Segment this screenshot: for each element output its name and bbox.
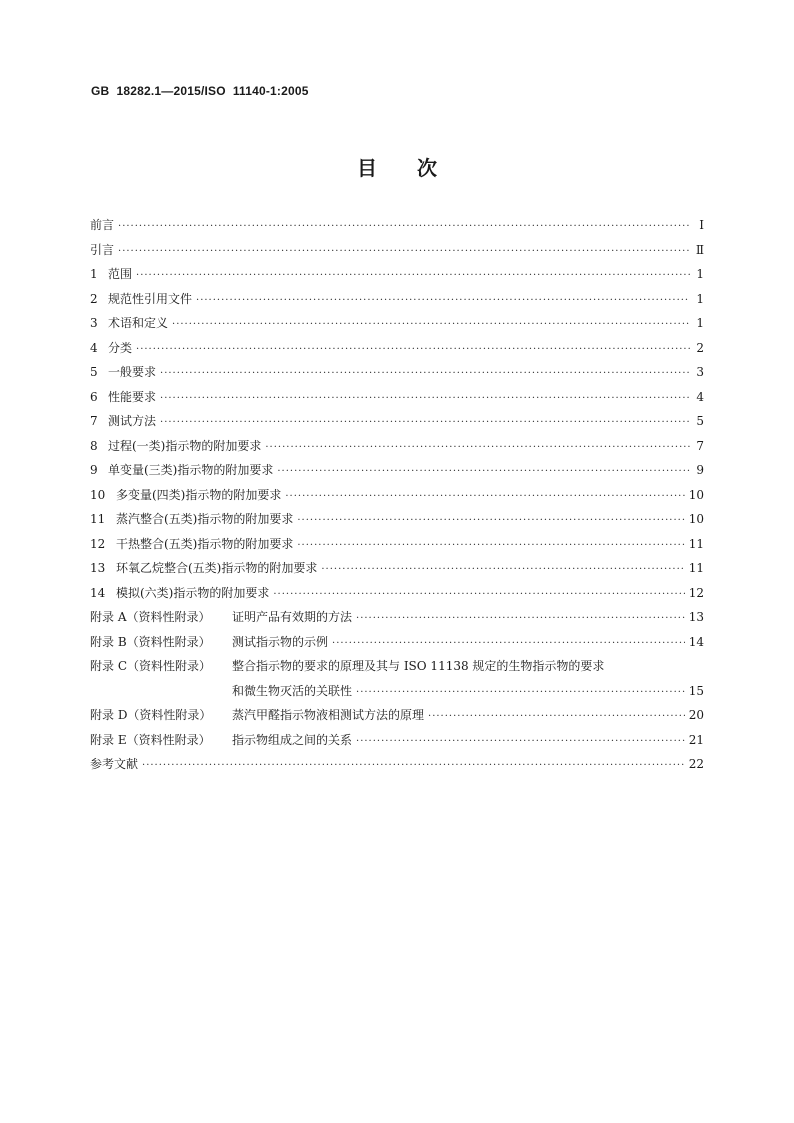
leader-dots xyxy=(428,711,685,722)
toc-entry-page: 1 xyxy=(696,267,704,281)
toc-entry-number: 11 xyxy=(90,512,106,526)
leader-dots xyxy=(142,760,685,771)
annex-tag: 附录 E（资料性附录） xyxy=(90,732,211,747)
leader-dots xyxy=(136,270,690,281)
toc-entry-4[interactable] xyxy=(90,339,704,364)
toc-entry-7[interactable] xyxy=(90,412,704,437)
leader-dots xyxy=(273,589,684,600)
leader-dots xyxy=(160,393,690,404)
toc-entry-annex-d[interactable] xyxy=(90,706,704,731)
toc-entry-number: 12 xyxy=(90,536,106,551)
leader-dots xyxy=(285,491,684,502)
toc-entry-1[interactable] xyxy=(90,265,704,290)
toc-entry-number: 10 xyxy=(90,487,106,502)
toc-entry-annex-a[interactable] xyxy=(90,608,704,633)
leader-dots xyxy=(297,540,684,551)
toc-entry-label: 多变量(四类)指示物的附加要求 xyxy=(116,487,282,502)
toc-entry-label: 术语和定义 xyxy=(108,316,169,330)
annex-title: 指示物组成之间的关系 xyxy=(232,732,353,747)
toc-entry-page: 1 xyxy=(696,291,704,306)
toc-entry-page: Ⅰ xyxy=(699,218,704,232)
toc-entry-annex-c[interactable] xyxy=(90,657,704,682)
leader-dots xyxy=(265,442,690,453)
toc-entry-14[interactable] xyxy=(90,584,704,609)
annex-tag: 附录 D（资料性附录） xyxy=(90,708,212,722)
toc-entry-page: 20 xyxy=(688,708,704,722)
leader-dots xyxy=(160,417,690,428)
leader-dots xyxy=(160,368,690,379)
toc-entry-label: 参考文献 xyxy=(90,757,139,771)
toc-entry-page: 10 xyxy=(688,487,704,502)
toc-entry-10[interactable] xyxy=(90,486,704,511)
leader-dots xyxy=(356,736,685,747)
toc-entry-number: 2 xyxy=(90,291,98,306)
toc-entry-annex-e[interactable] xyxy=(90,731,704,756)
toc-entry-label: 规范性引用文件 xyxy=(108,291,193,306)
toc-entry-number: 4 xyxy=(90,340,98,355)
toc-entry-foreword[interactable] xyxy=(90,216,704,241)
leader-dots xyxy=(196,295,690,306)
toc-entry-number: 6 xyxy=(90,389,98,404)
standard-identifier: GB 18282.1—2015/ISO 11140-1:2005 xyxy=(91,84,309,98)
toc-entry-5[interactable] xyxy=(90,363,704,388)
toc-entry-page: 9 xyxy=(696,463,704,477)
leader-dots xyxy=(356,613,685,624)
toc-entry-number: 1 xyxy=(90,267,98,281)
toc-entry-number: 14 xyxy=(90,585,106,600)
annex-title: 蒸汽甲醛指示物液相测试方法的原理 xyxy=(232,708,425,722)
toc-entry-page: 12 xyxy=(688,585,704,600)
toc-entry-page: 11 xyxy=(688,536,704,551)
toc-entry-page: 15 xyxy=(688,683,704,698)
toc-entry-introduction[interactable] xyxy=(90,241,704,266)
table-of-contents xyxy=(90,216,704,780)
toc-entry-11[interactable] xyxy=(90,510,704,535)
annex-tag: 附录 C（资料性附录） xyxy=(90,659,211,673)
toc-entry-page: 3 xyxy=(696,365,704,379)
toc-entry-8[interactable] xyxy=(90,437,704,462)
toc-entry-label: 分类 xyxy=(108,340,133,355)
toc-entry-page: 11 xyxy=(688,561,704,575)
leader-dots xyxy=(321,564,684,575)
annex-title: 测试指示物的示例 xyxy=(232,634,329,649)
toc-entry-page: 10 xyxy=(688,512,704,526)
toc-entry-label: 范围 xyxy=(108,267,133,281)
toc-entry-page: 13 xyxy=(688,610,704,624)
toc-entry-annex-c-continuation[interactable] xyxy=(90,682,704,707)
toc-entry-label: 环氧乙烷整合(五类)指示物的附加要求 xyxy=(116,561,318,575)
leader-dots xyxy=(172,319,690,330)
toc-entry-label: 单变量(三类)指示物的附加要求 xyxy=(108,463,274,477)
toc-entry-page: 21 xyxy=(688,732,704,747)
toc-entry-page: Ⅱ xyxy=(695,242,704,257)
toc-entry-label: 模拟(六类)指示物的附加要求 xyxy=(116,585,270,600)
toc-entry-6[interactable] xyxy=(90,388,704,413)
toc-entry-number: 5 xyxy=(90,365,98,379)
toc-entry-label: 测试方法 xyxy=(108,414,157,428)
toc-entry-number: 7 xyxy=(90,414,98,428)
annex-title: 整合指示物的要求的原理及其与 ISO 11138 规定的生物指示物的要求 xyxy=(232,659,605,673)
toc-entry-label: 前言 xyxy=(90,218,115,232)
toc-entry-bibliography[interactable] xyxy=(90,755,704,780)
toc-entry-label: 一般要求 xyxy=(108,365,157,379)
toc-entry-label: 蒸汽整合(五类)指示物的附加要求 xyxy=(116,512,294,526)
leader-dots xyxy=(118,246,690,257)
toc-entry-label: 引言 xyxy=(90,242,115,257)
toc-entry-page: 4 xyxy=(696,389,704,404)
toc-entry-label: 过程(一类)指示物的附加要求 xyxy=(108,438,262,453)
leader-dots xyxy=(297,515,684,526)
annex-tag: 附录 B（资料性附录） xyxy=(90,634,211,649)
toc-entry-page: 7 xyxy=(696,438,704,453)
toc-entry-page: 2 xyxy=(696,340,704,355)
toc-entry-page: 22 xyxy=(688,757,704,771)
toc-entry-number: 13 xyxy=(90,561,106,575)
annex-title: 证明产品有效期的方法 xyxy=(232,610,353,624)
toc-entry-label: 干热整合(五类)指示物的附加要求 xyxy=(116,536,294,551)
toc-entry-9[interactable] xyxy=(90,461,704,486)
toc-entry-2[interactable] xyxy=(90,290,704,315)
toc-entry-annex-b[interactable] xyxy=(90,633,704,658)
annex-title-continuation: 和微生物灭活的关联性 xyxy=(232,683,353,698)
leader-dots xyxy=(118,221,690,232)
leader-dots xyxy=(277,466,690,477)
toc-entry-page: 14 xyxy=(688,634,704,649)
leader-dots xyxy=(136,344,690,355)
toc-entry-label: 性能要求 xyxy=(108,389,157,404)
toc-entry-number: 3 xyxy=(90,316,98,330)
toc-entry-number: 9 xyxy=(90,463,98,477)
toc-entry-13[interactable] xyxy=(90,559,704,584)
toc-entry-number: 8 xyxy=(90,438,98,453)
annex-tag: 附录 A（资料性附录） xyxy=(90,610,211,624)
leader-dots xyxy=(356,687,685,698)
toc-entry-page: 1 xyxy=(696,316,704,330)
toc-entry-page: 5 xyxy=(696,414,704,428)
page-title: 目次 xyxy=(357,156,477,180)
toc-entry-3[interactable] xyxy=(90,314,704,339)
leader-dots xyxy=(332,638,685,649)
toc-entry-12[interactable] xyxy=(90,535,704,560)
